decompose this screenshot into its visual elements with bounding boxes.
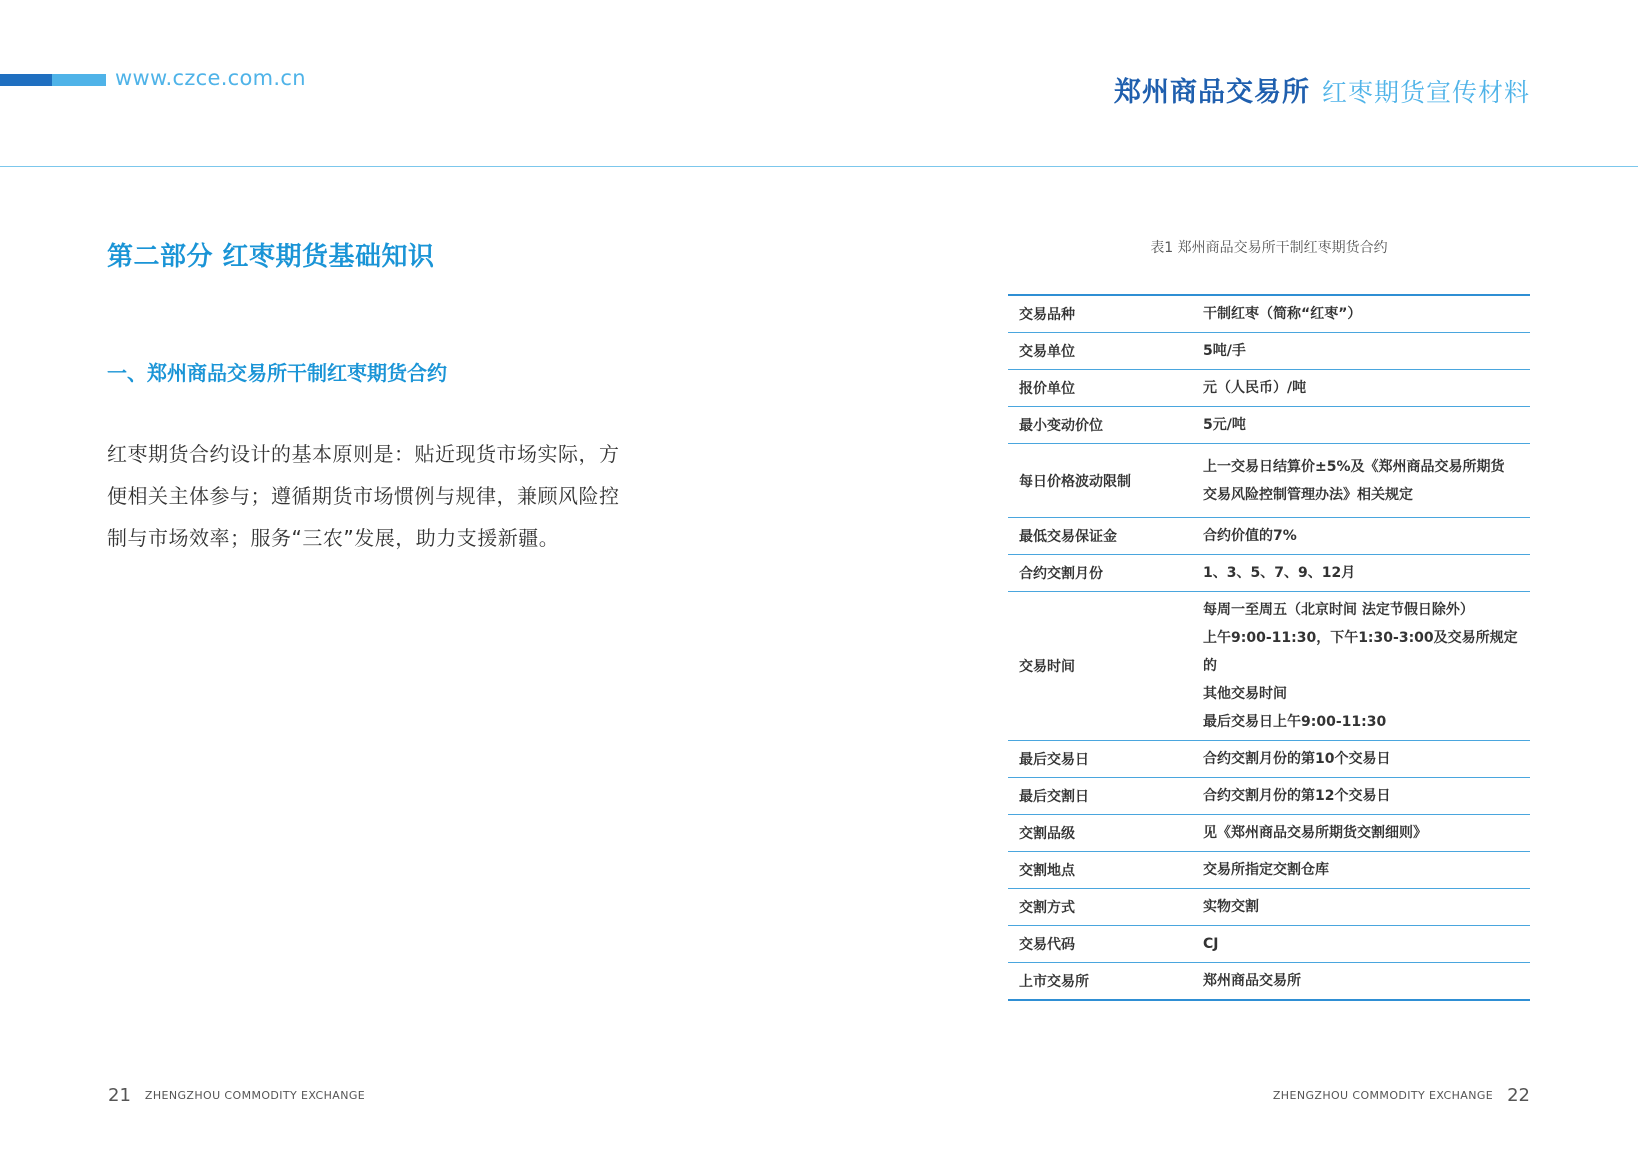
table-cell-label: 交易品种 — [1008, 295, 1203, 333]
table-row — [1008, 592, 1530, 741]
subsection-title: 一、郑州商品交易所干制红枣期货合约 — [107, 361, 447, 385]
table-cell-value-line: 郑州商品交易所 — [1203, 973, 1301, 989]
table-row — [1008, 778, 1530, 815]
table-cell-label: 报价单位 — [1008, 370, 1203, 407]
header-accent-bar-light — [52, 74, 106, 86]
table-caption: 表1 郑州商品交易所干制红枣期货合约 — [1150, 240, 1388, 256]
table-cell-value-line: 5元/吨 — [1203, 417, 1246, 433]
table-cell-label: 最后交割日 — [1008, 778, 1203, 815]
table-row — [1008, 295, 1530, 333]
header-divider — [0, 166, 1638, 167]
table-cell-value — [1203, 333, 1530, 370]
table-cell-value-line: 上一交易日结算价±5%及《郑州商品交易所期货 — [1203, 458, 1505, 475]
table-cell-value — [1203, 370, 1530, 407]
table-row — [1008, 889, 1530, 926]
header-accent-bar-dark — [0, 74, 52, 86]
table-cell-value-line: 干制红枣（简称“红枣”） — [1203, 306, 1362, 322]
table-row — [1008, 444, 1530, 518]
table-cell-label: 最后交易日 — [1008, 741, 1203, 778]
table-row — [1008, 815, 1530, 852]
table-cell-value — [1203, 926, 1530, 963]
table-row — [1008, 852, 1530, 889]
table-cell-value — [1203, 518, 1530, 555]
table-row — [1008, 407, 1530, 444]
table-cell-label: 上市交易所 — [1008, 963, 1203, 1001]
table-cell-label: 交易时间 — [1008, 592, 1203, 741]
table-row — [1008, 963, 1530, 1001]
table-cell-label: 最小变动价位 — [1008, 407, 1203, 444]
table-cell-value-line: 1、3、5、7、9、12月 — [1203, 565, 1356, 581]
footer-left — [108, 1085, 365, 1106]
table-cell-value — [1203, 815, 1530, 852]
table-cell-value-line: 合约交割月份的第12个交易日 — [1203, 788, 1391, 804]
table-cell-value-line: 见《郑州商品交易所期货交割细则》 — [1203, 825, 1427, 841]
section-title: 第二部分 红枣期货基础知识 — [107, 242, 435, 272]
table-cell-value — [1203, 741, 1530, 778]
page-number-right: 22 — [1507, 1085, 1530, 1106]
table-cell-value — [1203, 963, 1530, 1001]
table-cell-value-line: 交易风险控制管理办法》相关规定 — [1203, 486, 1413, 503]
brand-subtitle: 红枣期货宣传材料 — [1321, 78, 1530, 107]
table-cell-value — [1203, 852, 1530, 889]
table-row — [1008, 926, 1530, 963]
site-url-link[interactable]: www.czce.com.cn — [115, 66, 306, 90]
table-cell-label: 合约交割月份 — [1008, 555, 1203, 592]
table-row — [1008, 370, 1530, 407]
table-cell-label: 交割方式 — [1008, 889, 1203, 926]
table-cell-value — [1203, 778, 1530, 815]
table-cell-label: 交割品级 — [1008, 815, 1203, 852]
table-cell-value-line: 元（人民币）/吨 — [1203, 380, 1307, 396]
page-number-left: 21 — [108, 1085, 131, 1106]
footer-right — [1273, 1085, 1530, 1106]
table-cell-label: 交易单位 — [1008, 333, 1203, 370]
table-cell-value-line: 实物交割 — [1203, 899, 1259, 915]
table-row — [1008, 518, 1530, 555]
body-paragraph: 红枣期货合约设计的基本原则是：贴近现货市场实际，方便相关主体参与；遵循期货市场惯例与规律，兼顾风险控制与市场效率；服务“三农”发展，助力支援新疆。 — [107, 442, 620, 550]
contract-spec-table — [1008, 294, 1530, 1001]
table-row — [1008, 741, 1530, 778]
table-cell-label: 交易代码 — [1008, 926, 1203, 963]
table-cell-label: 交割地点 — [1008, 852, 1203, 889]
table-cell-value — [1203, 555, 1530, 592]
footer-left-text: ZHENGZHOU COMMODITY EXCHANGE — [144, 1089, 366, 1102]
table-cell-value-line: 合约价值的7% — [1203, 528, 1297, 544]
table-cell-value-line: CJ — [1203, 936, 1219, 952]
table-cell-value-line: 最后交易日上午9:00-11:30 — [1203, 714, 1387, 730]
table-cell-value — [1203, 444, 1530, 518]
table-cell-value — [1203, 592, 1530, 741]
table-cell-label: 最低交易保证金 — [1008, 518, 1203, 555]
table-cell-value-line: 上午9:00-11:30，下午1:30-3:00及交易所规定的 — [1203, 630, 1518, 674]
table-cell-value — [1203, 889, 1530, 926]
table-cell-label: 每日价格波动限制 — [1008, 444, 1203, 518]
table-cell-value-line: 5吨/手 — [1203, 343, 1246, 359]
table-cell-value-line: 合约交割月份的第10个交易日 — [1203, 751, 1391, 767]
table-cell-value-line: 其他交易时间 — [1203, 686, 1287, 702]
table-row — [1008, 555, 1530, 592]
table-cell-value-line: 交易所指定交割仓库 — [1203, 862, 1329, 878]
footer-right-text: ZHENGZHOU COMMODITY EXCHANGE — [1272, 1089, 1494, 1102]
table-cell-value — [1203, 295, 1530, 333]
brand-title — [1114, 70, 1530, 109]
brand-main-title: 郑州商品交易所 — [1113, 77, 1310, 108]
table-cell-value-line: 每周一至周五（北京时间 法定节假日除外） — [1203, 602, 1474, 618]
table-cell-value — [1203, 407, 1530, 444]
table-row — [1008, 333, 1530, 370]
